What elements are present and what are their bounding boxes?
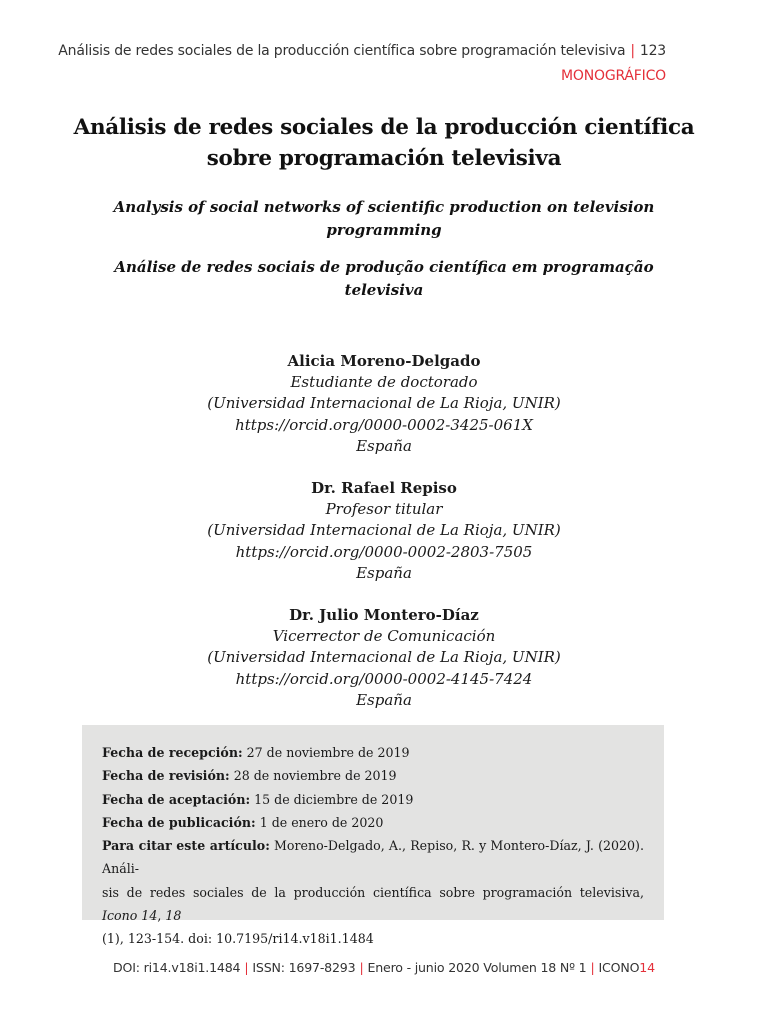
page-number: 123: [639, 43, 666, 59]
author-name: Dr. Rafael Repiso: [311, 479, 457, 498]
footer-doi: DOI: ri14.v18i1.1484: [113, 960, 241, 975]
accepted-date: [102, 788, 644, 811]
revised-date: [102, 764, 644, 787]
accepted-label: Fecha de aceptación:: [102, 791, 251, 807]
author-role: Vicerrector de Comunicación: [272, 627, 496, 646]
author-name: Alicia Moreno-Delgado: [287, 352, 481, 370]
portuguese-title: [90, 256, 678, 302]
article-title-line-1: Análisis de redes sociales de la producción científica: [73, 115, 695, 140]
running-head-title: Análisis de redes sociales de la producción científica sobre programación televisiva: [58, 43, 626, 59]
author-block: [0, 605, 768, 711]
running-head: [58, 43, 666, 59]
author-orcid-link[interactable]: https://orcid.org/0000-0002-4145-7424: [235, 669, 533, 688]
running-head-separator: |: [630, 43, 635, 59]
citation-volume: 18: [165, 908, 182, 924]
author-block: [0, 478, 768, 584]
citation: Para citar este artículo: Moreno-Delgado, A., Repiso, R. y Montero-Díaz, J. (2020). Análi- sis de redes sociales de la producción científica sobre programación televisiva, Icono 14, 18 (1), 123-154. doi: 10.7195/ri14.v18i1.1484: [102, 834, 644, 950]
received-label: Fecha de recepción:: [102, 745, 243, 760]
citation-label: Para citar este artículo:: [102, 838, 270, 854]
article-title-line-2: sobre programación televisiva: [206, 146, 562, 171]
author-country: España: [356, 436, 412, 455]
author-block: [0, 351, 768, 457]
citation-pages-doi: (1), 123-154. doi: 10.7195/ri14.v18i1.1484: [102, 931, 374, 947]
english-title: [90, 196, 678, 242]
received-value: 27 de noviembre de 2019: [246, 745, 410, 760]
english-title-line-2: programming: [326, 221, 442, 239]
published-value: 1 de enero de 2020: [259, 814, 384, 830]
article-title: [60, 112, 708, 174]
section-label: MONOGRÁFICO: [561, 68, 666, 84]
author-country: España: [356, 563, 412, 582]
author-country: España: [356, 690, 412, 709]
revised-value: 28 de noviembre de 2019: [233, 768, 397, 784]
publication-dates-box: [82, 725, 664, 947]
footer-journal-name: ICONO: [598, 960, 640, 975]
portuguese-title-line-1: Análise de redes sociais de produção científica em programação: [114, 258, 654, 276]
author-name: Dr. Julio Montero-Díaz: [289, 606, 479, 625]
footer-journal-number: 14: [639, 960, 655, 975]
page-footer: DOI: ri14.v18i1.1484 | ISSN: 1697-8293 | Enero - junio 2020 Volumen 18 Nº 1 | ICONO14: [113, 960, 655, 975]
author-affiliation: (Universidad Internacional de La Rioja, UNIR): [207, 648, 561, 667]
author-affiliation: (Universidad Internacional de La Rioja, UNIR): [207, 521, 561, 540]
author-affiliation: (Universidad Internacional de La Rioja, UNIR): [207, 394, 561, 413]
author-orcid-link[interactable]: https://orcid.org/0000-0002-3425-061X: [235, 415, 533, 434]
published-date: [102, 811, 644, 834]
author-role: Estudiante de doctorado: [290, 373, 478, 392]
citation-title: sis de redes sociales de la producción científica sobre programación televisiva,: [102, 884, 644, 900]
author-role: Profesor titular: [325, 500, 443, 519]
english-title-line-1: Analysis of social networks of scientific production on television: [113, 198, 655, 216]
published-label: Fecha de publicación:: [102, 814, 256, 830]
footer-issn: ISSN: 1697-8293: [252, 960, 356, 975]
accepted-value: 15 de diciembre de 2019: [254, 791, 414, 807]
citation-authors-year: Moreno-Delgado, A., Repiso, R. y Montero-Díaz, J. (2020). Análi-: [102, 838, 644, 877]
revised-label: Fecha de revisión:: [102, 768, 230, 784]
footer-issue: Enero - junio 2020 Volumen 18 Nº 1: [367, 960, 587, 975]
received-date: [102, 741, 644, 764]
citation-journal: Icono 14: [102, 908, 158, 924]
author-list: [0, 351, 768, 732]
author-orcid-link[interactable]: https://orcid.org/0000-0002-2803-7505: [235, 542, 533, 561]
portuguese-title-line-2: televisiva: [344, 281, 424, 299]
